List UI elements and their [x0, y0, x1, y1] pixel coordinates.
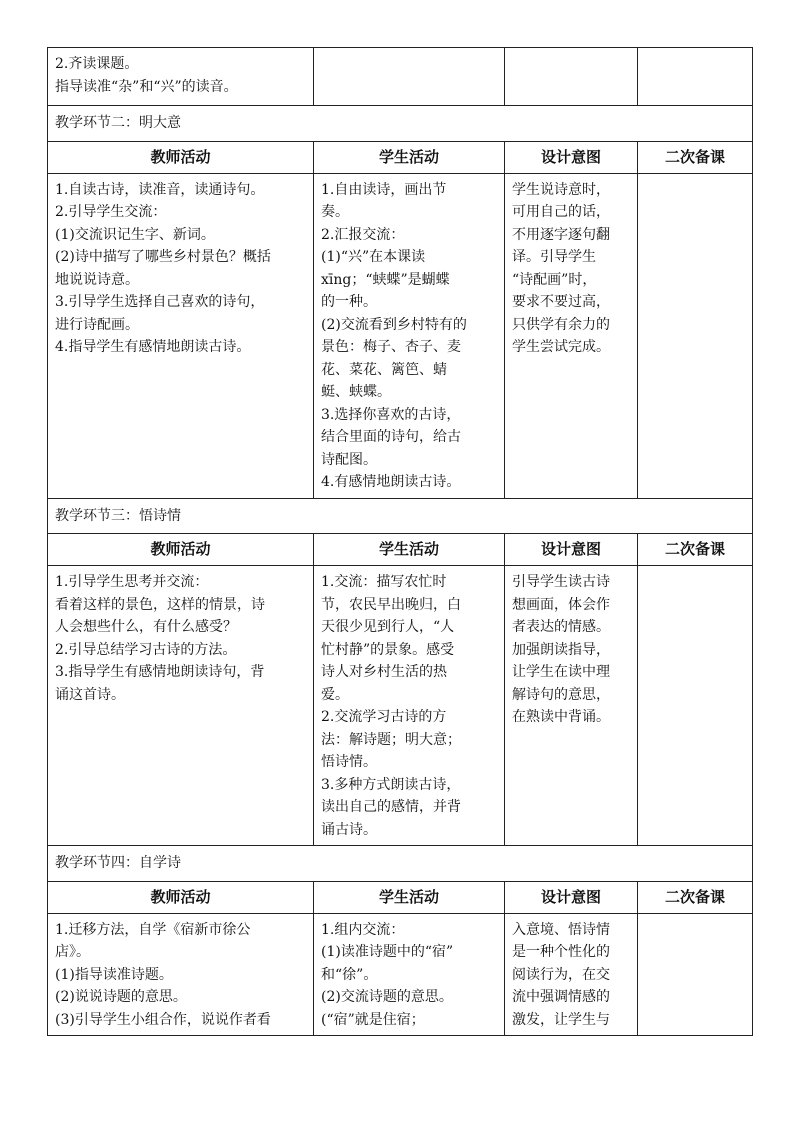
text-line: 3.指导学生有感情地朗读诗句，背	[55, 664, 265, 680]
text-line: (3)引导学生小组合作，说说作者看	[55, 1011, 271, 1028]
header-student-activity: 学生活动	[314, 534, 505, 566]
text-line: 要求不要过高，	[512, 294, 610, 310]
table-row	[48, 913, 753, 1036]
design-intent-cell	[505, 48, 638, 106]
header-second-prep: 二次备课	[638, 881, 753, 913]
text-line: 1.组内交流：	[321, 921, 405, 938]
section-title-row	[48, 106, 753, 142]
teacher-activity-cell	[48, 173, 314, 498]
text-line: 诗配图。	[321, 451, 377, 468]
text-line: (2)交流诗题的意思。	[321, 989, 453, 1005]
text-line: (1)交流识记生字、新词。	[55, 226, 215, 243]
text-line: 人会想些什么，有什么感受？	[55, 619, 237, 635]
section-title: 教学环节四：自学诗	[48, 846, 753, 882]
text-line: 读出自己的感情，并背	[321, 799, 461, 815]
header-second-prep: 二次备课	[638, 141, 753, 173]
text-line: xīng；“蛱蝶”是蝴蝶	[321, 271, 450, 288]
text-line: 让学生在读中理	[512, 664, 610, 680]
table-row	[48, 173, 753, 498]
text-line: 奏。	[321, 204, 349, 220]
text-line: 2.汇报交流：	[321, 226, 405, 243]
text-line: 悟诗情。	[321, 754, 377, 770]
header-teacher-activity: 教师活动	[48, 881, 314, 913]
text-line: 激发，让学生与	[512, 1011, 610, 1028]
text-line: 法：解诗题；明大意；	[321, 731, 461, 748]
text-line: 1.自由读诗，画出节	[321, 181, 447, 198]
text-line: (1)“兴”在本课读	[321, 249, 426, 265]
text-line: 者表达的情感。	[512, 619, 610, 635]
text-line: 2.引导学生交流：	[55, 204, 167, 220]
text-line: 结合里面的诗句，给古	[321, 429, 461, 445]
text-line: 只供学有余力的	[512, 316, 610, 333]
design-intent-cell	[505, 913, 638, 1036]
text-line: 在熟读中背诵。	[512, 709, 610, 725]
teacher-activity-cell	[48, 913, 314, 1036]
text-line: 解诗句的意思，	[512, 686, 610, 703]
text-line: 引导学生读古诗	[512, 574, 610, 590]
header-teacher-activity: 教师活动	[48, 534, 314, 566]
text-line: 忙村静”的景象。感受	[321, 641, 455, 658]
student-activity-cell	[314, 913, 505, 1036]
text-line: 译。引导学生	[512, 249, 596, 265]
text-line: 1.迁移方法，自学《宿新市徐公	[55, 921, 251, 938]
second-prep-cell	[638, 566, 753, 846]
table-row	[48, 566, 753, 846]
text-line: 诵古诗。	[321, 821, 377, 838]
text-line: 学生说诗意时，	[512, 181, 610, 198]
header-row	[48, 534, 753, 566]
text-line: (“宿”就是住宿；	[321, 1011, 425, 1028]
text-line: 花、菜花、篱笆、蜻	[321, 361, 447, 378]
text-line: 4.有感情地朗读古诗。	[321, 474, 461, 490]
text-line: 进行诗配画。	[55, 316, 139, 333]
section-title-row	[48, 498, 753, 534]
text-line: 诵这首诗。	[55, 686, 125, 703]
header-design-intent: 设计意图	[505, 881, 638, 913]
text-line: 3.引导学生选择自己喜欢的诗句，	[55, 294, 265, 310]
text-line: 指导读准“杂”和“兴”的读音。	[55, 78, 238, 95]
design-intent-cell	[505, 173, 638, 498]
text-line: (1)读准诗题中的“宿”	[321, 944, 454, 960]
second-prep-cell	[638, 48, 753, 106]
student-activity-cell	[314, 566, 505, 846]
text-line: 地说说诗意。	[55, 271, 139, 288]
text-line: 4.指导学生有感情地朗读古诗。	[55, 339, 251, 355]
header-second-prep: 二次备课	[638, 534, 753, 566]
text-line: “诗配画”时，	[512, 271, 597, 288]
text-line: 1.引导学生思考并交流：	[55, 574, 209, 590]
text-line: 2.齐读课题。	[55, 56, 139, 72]
text-line: 2.交流学习古诗的方	[321, 709, 447, 725]
section-title-row	[48, 846, 753, 882]
table-row	[48, 48, 753, 106]
teacher-activity-cell	[48, 566, 314, 846]
section-title: 教学环节三：悟诗情	[48, 498, 753, 534]
second-prep-cell	[638, 913, 753, 1036]
text-line: 天很少见到行人，“人	[321, 619, 455, 635]
text-line: 看着这样的景色，这样的情景，诗	[55, 596, 265, 613]
text-line: 的一种。	[321, 294, 377, 310]
text-line: 流中强调情感的	[512, 989, 610, 1005]
text-line: (2)诗中描写了哪些乡村景色？概括	[55, 249, 271, 265]
text-line: 阅读行为，在交	[512, 966, 610, 983]
header-row	[48, 881, 753, 913]
header-design-intent: 设计意图	[505, 141, 638, 173]
student-activity-cell	[314, 48, 505, 106]
text-line: 诗人对乡村生活的热	[321, 664, 447, 680]
text-line: 节，农民早出晚归，白	[321, 596, 461, 613]
text-line: 2.引导总结学习古诗的方法。	[55, 641, 237, 658]
teacher-activity-cell	[48, 48, 314, 106]
header-design-intent: 设计意图	[505, 534, 638, 566]
text-line: 3.选择你喜欢的古诗，	[321, 406, 461, 423]
second-prep-cell	[638, 173, 753, 498]
text-line: 蜓、蛱蝶。	[321, 384, 391, 400]
header-row	[48, 141, 753, 173]
section-title: 教学环节二：明大意	[48, 106, 753, 142]
text-line: (1)指导读准诗题。	[55, 966, 173, 983]
text-line: 3.多种方式朗读古诗，	[321, 776, 461, 793]
text-line: 1.交流：描写农忙时	[321, 574, 447, 590]
lesson-plan-table	[47, 47, 753, 1036]
text-line: 加强朗读指导，	[512, 641, 610, 658]
text-line: 可用自己的话，	[512, 204, 610, 220]
header-teacher-activity: 教师活动	[48, 141, 314, 173]
design-intent-cell	[505, 566, 638, 846]
text-line: 和“徐”。	[321, 966, 378, 983]
text-line: (2)说说诗题的意思。	[55, 989, 187, 1005]
text-line: 入意境、悟诗情	[512, 921, 610, 938]
text-line: 店》。	[55, 944, 90, 960]
text-line: 学生尝试完成。	[512, 339, 610, 355]
text-line: 不用逐字逐句翻	[512, 226, 610, 243]
header-student-activity: 学生活动	[314, 141, 505, 173]
text-line: 是一种个性化的	[512, 944, 610, 960]
text-line: (2)交流看到乡村特有的	[321, 316, 467, 333]
text-line: 1.自读古诗，读准音，读通诗句。	[55, 181, 265, 198]
text-line: 想画面，体会作	[512, 596, 610, 613]
text-line: 景色：梅子、杏子、麦	[321, 339, 461, 355]
header-student-activity: 学生活动	[314, 881, 505, 913]
student-activity-cell	[314, 173, 505, 498]
text-line: 爱。	[321, 686, 349, 703]
